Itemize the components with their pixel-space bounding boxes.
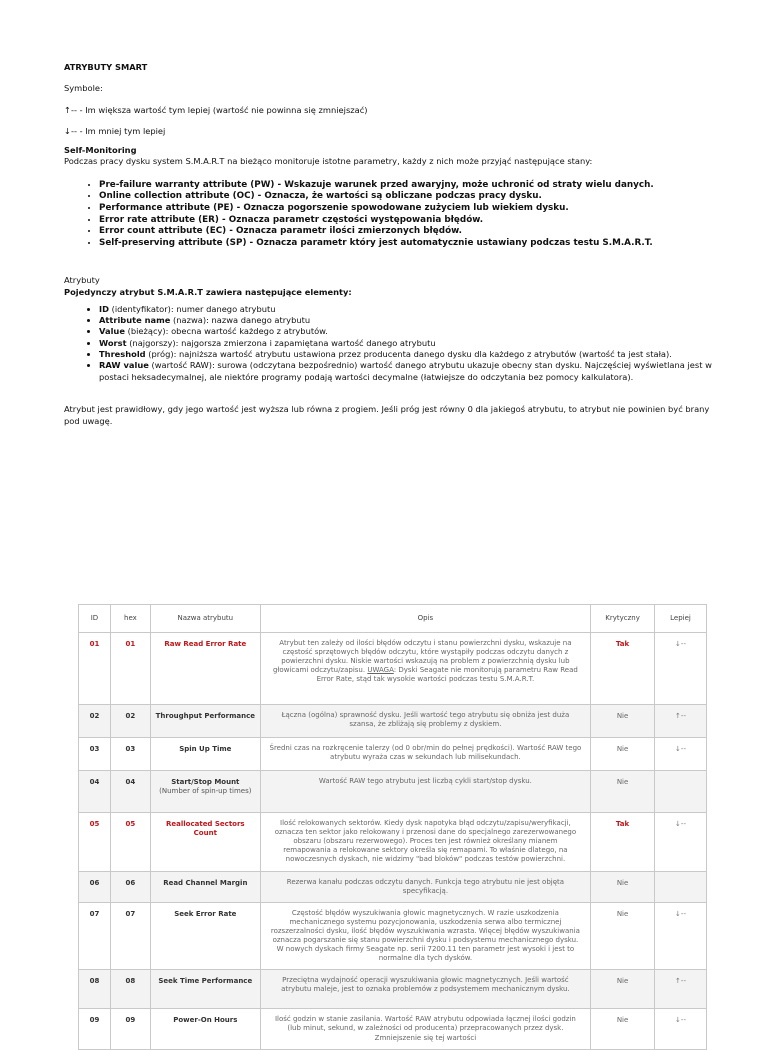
state-item: • Self-preserving attribute (SP) - Oznacza parametr który jest automatycznie ustawiany podczas testu S.M.A.R.T. bbox=[99, 238, 714, 250]
attributes-intro: Pojedynczy atrybut S.M.A.R.T zawiera następujące elementy: bbox=[64, 286, 352, 297]
cell-id: 04 bbox=[79, 771, 111, 813]
page-title: ATRYBUTY SMART bbox=[64, 62, 148, 72]
states-list bbox=[64, 180, 714, 250]
symbol-up-text: ↑-- - Im większa wartość tym lepiej (wartość nie powinna się zmniejszać) bbox=[64, 104, 368, 115]
element-term: RAW value bbox=[99, 360, 149, 371]
cell-id: 05 bbox=[79, 813, 111, 871]
cell-hex: 07 bbox=[110, 902, 150, 970]
cell-hex: 09 bbox=[110, 1009, 150, 1049]
cell-better: ↓-- bbox=[655, 902, 707, 970]
element-desc: (próg): najniższa wartość atrybutu ustawiona przez producenta danego dysku dla każdego z atrybutów (wartość ta jest stała). bbox=[145, 349, 672, 360]
element-term: Value bbox=[99, 326, 125, 337]
cell-desc: Przeciętna wydajność operacji wyszukiwania głowic magnetycznych. Jeśli wartość atrybutu maleje, jest to oznaka problemów z podsystemem mechanicznym dysku. bbox=[260, 970, 590, 1009]
cell-hex: 01 bbox=[110, 633, 150, 705]
element-desc: (bieżący): obecna wartość każdego z atrybutów. bbox=[124, 326, 328, 337]
table-row bbox=[79, 738, 707, 771]
cell-name: Reallocated Sectors Count bbox=[150, 813, 260, 871]
state-item: • Pre-failure warranty attribute (PW) - Wskazuje warunek przed awaryjny, może uchronić od straty wielu danych. bbox=[99, 180, 714, 192]
table-row bbox=[79, 705, 707, 738]
cell-id: 02 bbox=[79, 705, 111, 738]
col-header-better: Lepiej bbox=[655, 605, 707, 633]
cell-desc: Ilość relokowanych sektorów. Kiedy dysk napotyka błąd odczytu/zapisu/weryfikacji, oznacza ten sektor jako relokowany i przenosi dane do specjalnego zarezerwowanego obszaru (obszaru rezerwowego). Proces ten jest również określany mianem remapowania a relokowane sektory określa się remapami. To właśnie dlatego, na nowoczesnych dyskach, nie widzimy "bad bloków" podczas testów powierzchni. bbox=[260, 813, 590, 871]
col-header-id: ID bbox=[79, 605, 111, 633]
cell-better: ↓-- bbox=[655, 738, 707, 771]
cell-critical: Tak bbox=[591, 633, 655, 705]
element-item bbox=[99, 349, 714, 360]
cell-name: Seek Error Rate bbox=[150, 902, 260, 970]
col-header-desc: Opis bbox=[260, 605, 590, 633]
cell-id: 08 bbox=[79, 970, 111, 1009]
cell-better: ↓-- bbox=[655, 1009, 707, 1049]
element-item bbox=[99, 326, 714, 337]
cell-critical: Nie bbox=[591, 738, 655, 771]
cell-better: ↑-- bbox=[655, 705, 707, 738]
table-row bbox=[79, 771, 707, 813]
element-item bbox=[99, 304, 714, 315]
col-header-hex: hex bbox=[110, 605, 150, 633]
cell-desc: Łączna (ogólna) sprawność dysku. Jeśli wartość tego atrybutu się obniża jest duża szansa, że zbliżają się problemy z dyskiem. bbox=[260, 705, 590, 738]
cell-name: Read Channel Margin bbox=[150, 871, 260, 902]
cell-name: Raw Read Error Rate bbox=[150, 633, 260, 705]
table-row bbox=[79, 902, 707, 970]
cell-better bbox=[655, 871, 707, 902]
cell-critical: Nie bbox=[591, 771, 655, 813]
element-term: Attribute name bbox=[99, 315, 171, 326]
cell-id: 06 bbox=[79, 871, 111, 902]
element-term: ID bbox=[99, 303, 109, 314]
attributes-title: Atrybuty bbox=[64, 275, 100, 286]
cell-id: 03 bbox=[79, 738, 111, 771]
element-desc: (identyfikator): numer danego atrybutu bbox=[108, 303, 276, 314]
state-item: • Online collection attribute (OC) - Oznacza, że wartości są obliczane podczas pracy dysku. bbox=[99, 191, 714, 203]
cell-id: 09 bbox=[79, 1009, 111, 1049]
cell-better: ↑-- bbox=[655, 970, 707, 1009]
attribute-name: Start/Stop Mount bbox=[171, 778, 240, 787]
cell-critical: Nie bbox=[591, 705, 655, 738]
smart-attributes-table bbox=[78, 604, 707, 1050]
table-header-row bbox=[79, 605, 707, 633]
cell-name: Power-On Hours bbox=[150, 1009, 260, 1049]
cell-desc: Częstość błędów wyszukiwania głowic magnetycznych. W razie uszkodzenia mechanicznego systemu pozycjonowania, uszkodzenia serwa albo termicznej rozszerzalności dysku, ilość błędów wyszukiwania wzrasta. Więcej błędów wyszukiwania oznacza pogarszanie się stanu powierzchni dysku i podsystemu mechanicznego dysku. W nowych dyskach firmy Seagate np. serii 7200.11 ten parametr jest wysoki i jest to normalne dla tych dysków. bbox=[260, 902, 590, 970]
cell-desc: Średni czas na rozkręcenie talerzy (od 0 obr/min do pełnej prędkości). Wartość RAW tego atrybutu wyraża czas w sekundach lub milisekundach. bbox=[260, 738, 590, 771]
cell-desc: Wartość RAW tego atrybutu jest liczbą cykli start/stop dysku. bbox=[260, 771, 590, 813]
element-item bbox=[99, 360, 714, 383]
cell-hex: 02 bbox=[110, 705, 150, 738]
state-item: • Error rate attribute (ER) - Oznacza parametr częstości występowania błędów. bbox=[99, 215, 714, 227]
cell-name: Spin Up Time bbox=[150, 738, 260, 771]
table-row bbox=[79, 871, 707, 902]
cell-better: ↓-- bbox=[655, 813, 707, 871]
cell-critical: Nie bbox=[591, 970, 655, 1009]
desc-text: Atrybut ten zależy od ilości błędów odczytu i stanu powierzchni dysku, wskazuje na częstość sprzętowych błędów odczytu, które wystąpiły podczas odczytu danych z powierzchni dysku. Niskie wartości wskazują na problem z powierzchnią dysku lub głowicami odczytu/zapisu. bbox=[272, 639, 572, 675]
cell-desc bbox=[260, 633, 590, 705]
cell-hex: 06 bbox=[110, 871, 150, 902]
cell-hex: 03 bbox=[110, 738, 150, 771]
elements-list bbox=[64, 304, 714, 383]
element-desc: (wartość RAW): surowa (odczytana bezpośrednio) wartość danego atrybutu ukazuje obecny stan dysku. Najczęściej wyświetlana jest w postaci heksadecymalnej, ale niektóre programy podają wartości decymalne (łatwiejsze do odczytania bez pomocy kalkulatora). bbox=[99, 360, 712, 382]
symbols-label: Symbole: bbox=[64, 83, 103, 94]
document-body bbox=[64, 62, 714, 428]
cell-id: 07 bbox=[79, 902, 111, 970]
table-row bbox=[79, 1009, 707, 1049]
cell-critical: Nie bbox=[591, 902, 655, 970]
self-monitoring-text: Podczas pracy dysku system S.M.A.R.T na bieżąco monitoruje istotne parametry, każdy z nich może przyjąć następujące stany: bbox=[64, 156, 593, 167]
cell-hex: 08 bbox=[110, 970, 150, 1009]
state-item: • Error count attribute (EC) - Oznacza parametr ilości zmierzonych błędów. bbox=[99, 226, 714, 238]
cell-desc: Rezerwa kanału podczas odczytu danych. Funkcja tego atrybutu nie jest objęta specyfikacją. bbox=[260, 871, 590, 902]
state-item: • Performance attribute (PE) - Oznacza pogorszenie spowodowane zużyciem lub wiekiem dysku. bbox=[99, 203, 714, 215]
element-item bbox=[99, 338, 714, 349]
table-row bbox=[79, 633, 707, 705]
cell-better: ↓-- bbox=[655, 633, 707, 705]
self-monitoring-title: Self-Monitoring bbox=[64, 145, 137, 156]
cell-critical: Tak bbox=[591, 813, 655, 871]
col-header-critical: Krytyczny bbox=[591, 605, 655, 633]
cell-critical: Nie bbox=[591, 871, 655, 902]
element-term: Worst bbox=[99, 337, 127, 348]
cell-id: 01 bbox=[79, 633, 111, 705]
validity-note: Atrybut jest prawidłowy, gdy jego wartość jest wyższa lub równa z progiem. Jeśli próg jest równy 0 dla jakiegoś atrybutu, to atrybut nie powinien być brany pod uwagę. bbox=[64, 403, 710, 427]
element-item bbox=[99, 315, 714, 326]
cell-better bbox=[655, 771, 707, 813]
table-row bbox=[79, 813, 707, 871]
cell-hex: 04 bbox=[110, 771, 150, 813]
element-desc: (najgorszy): najgorsza zmierzona i zapamiętana wartość danego atrybutu bbox=[126, 337, 436, 348]
cell-name: Throughput Performance bbox=[150, 705, 260, 738]
cell-hex: 05 bbox=[110, 813, 150, 871]
note-label: UWAGA bbox=[367, 666, 394, 675]
col-header-name: Nazwa atrybutu bbox=[150, 605, 260, 633]
element-term: Threshold bbox=[99, 349, 146, 360]
symbol-down-text: ↓-- - Im mniej tym lepiej bbox=[64, 125, 166, 136]
element-desc: (nazwa): nazwa danego atrybutu bbox=[170, 315, 311, 326]
cell-critical: Nie bbox=[591, 1009, 655, 1049]
cell-name: Seek Time Performance bbox=[150, 970, 260, 1009]
cell-name bbox=[150, 771, 260, 813]
attribute-subname: (Number of spin-up times) bbox=[159, 787, 252, 796]
cell-desc: Ilość godzin w stanie zasilania. Wartość RAW atrybutu odpowiada łącznej ilości godzin (lub minut, sekund, w zależności od producenta) przepracowanych przez dysk. Zmniejszenie się tej wartości bbox=[260, 1009, 590, 1049]
note-text: : Dyski Seagate nie monitorują parametru Raw Read Error Rate, stąd tak wysokie wartości podczas testu S.M.A.R.T. bbox=[316, 666, 578, 684]
table-row bbox=[79, 970, 707, 1009]
